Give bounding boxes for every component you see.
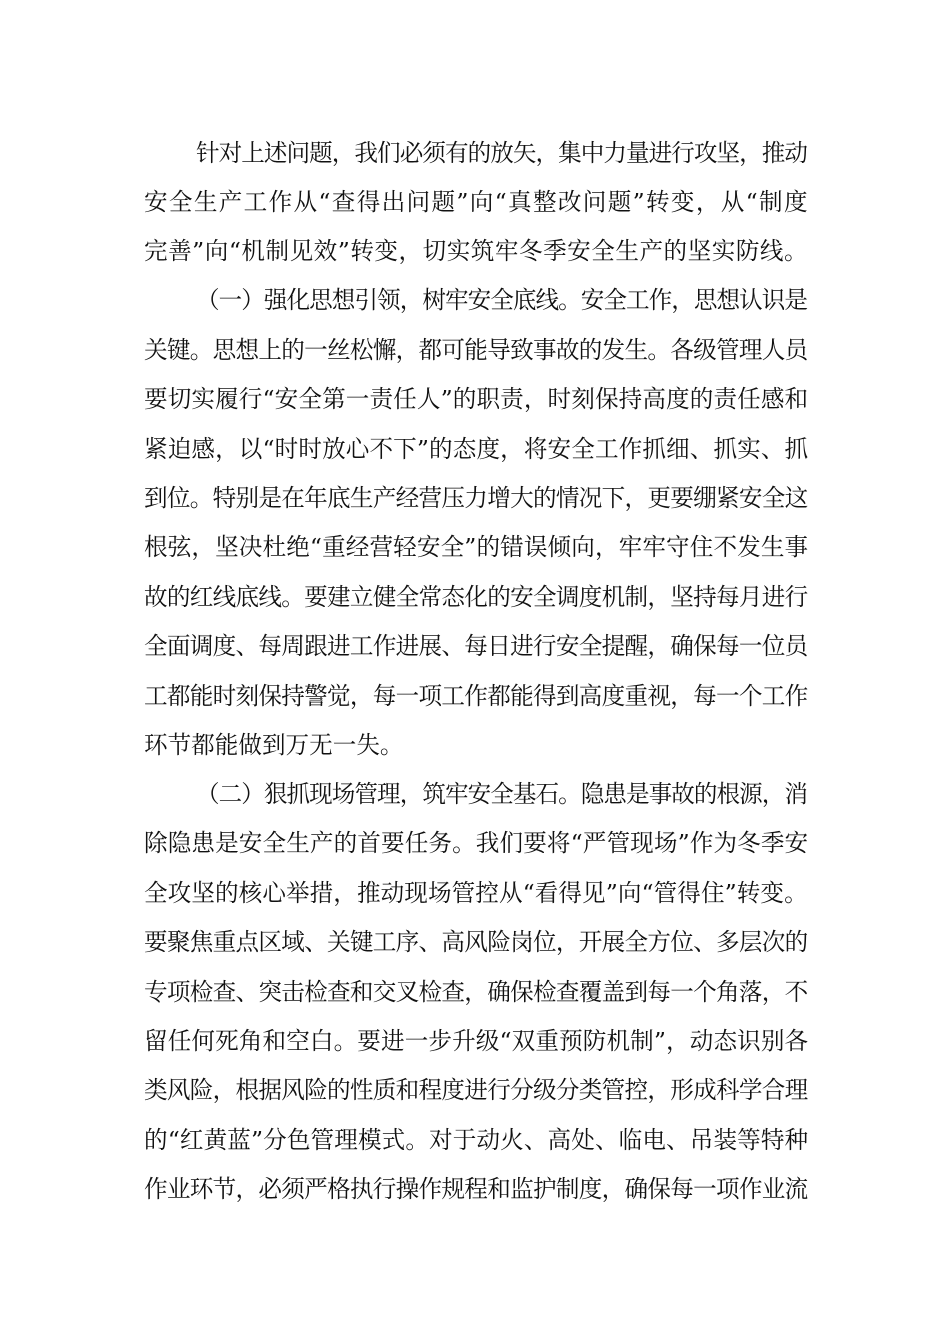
text-line: 作业环节，必须严格执行操作规程和监护制度，确保每一项作业流 <box>144 1175 808 1203</box>
text-line: 的“红黄蓝”分色管理模式。对于动火、高处、临电、吊装等特种 <box>144 1126 809 1154</box>
text-line: 针对上述问题，我们必须有的放矢，集中力量进行攻坚，推动 <box>196 139 808 167</box>
text-line: （二）狠抓现场管理，筑牢安全基石。隐患是事故的根源，消 <box>196 780 808 808</box>
text-line: 根弦，坚决杜绝“重经营轻安全”的错误倾向，牢牢守住不发生事 <box>144 533 809 561</box>
text-line: 关键。思想上的一丝松懈，都可能导致事故的发生。各级管理人员 <box>144 336 808 364</box>
text-line: 全攻坚的核心举措，推动现场管控从“看得见”向“管得住”转变。 <box>144 879 808 907</box>
text-line: （一）强化思想引领，树牢安全底线。安全工作，思想认识是 <box>196 286 808 314</box>
text-line: 故的红线底线。要建立健全常态化的安全调度机制，坚持每月进行 <box>144 583 808 611</box>
text-line: 全面调度、每周跟进工作进展、每日进行安全提醒，确保每一位员 <box>144 632 808 660</box>
text-line: 专项检查、突击检查和交叉检查，确保检查覆盖到每一个角落，不 <box>144 978 808 1006</box>
text-line: 除隐患是安全生产的首要任务。我们要将“严管现场”作为冬季安 <box>144 829 809 857</box>
text-line: 要切实履行“安全第一责任人”的职责，时刻保持高度的责任感和 <box>144 385 809 413</box>
text-line: 紧迫感，以“时时放心不下”的态度，将安全工作抓细、抓实、抓 <box>144 435 809 463</box>
text-line: 环节都能做到万无一失。 <box>144 731 404 759</box>
text-line: 到位。特别是在年底生产经营压力增大的情况下，更要绷紧安全这 <box>144 484 808 512</box>
text-line: 留任何死角和空白。要进一步升级“双重预防机制”，动态识别各 <box>144 1027 809 1055</box>
text-line: 安全生产工作从“查得出问题”向“真整改问题”转变，从“制度 <box>144 188 809 216</box>
text-line: 完善”向“机制见效”转变，切实筑牢冬季安全生产的坚实防线。 <box>144 237 809 265</box>
text-line: 类风险，根据风险的性质和程度进行分级分类管控，形成科学合理 <box>144 1076 808 1104</box>
text-line: 要聚焦重点区域、关键工序、高风险岗位，开展全方位、多层次的 <box>144 928 808 956</box>
text-line: 工都能时刻保持警觉，每一项工作都能得到高度重视，每一个工作 <box>144 682 808 710</box>
